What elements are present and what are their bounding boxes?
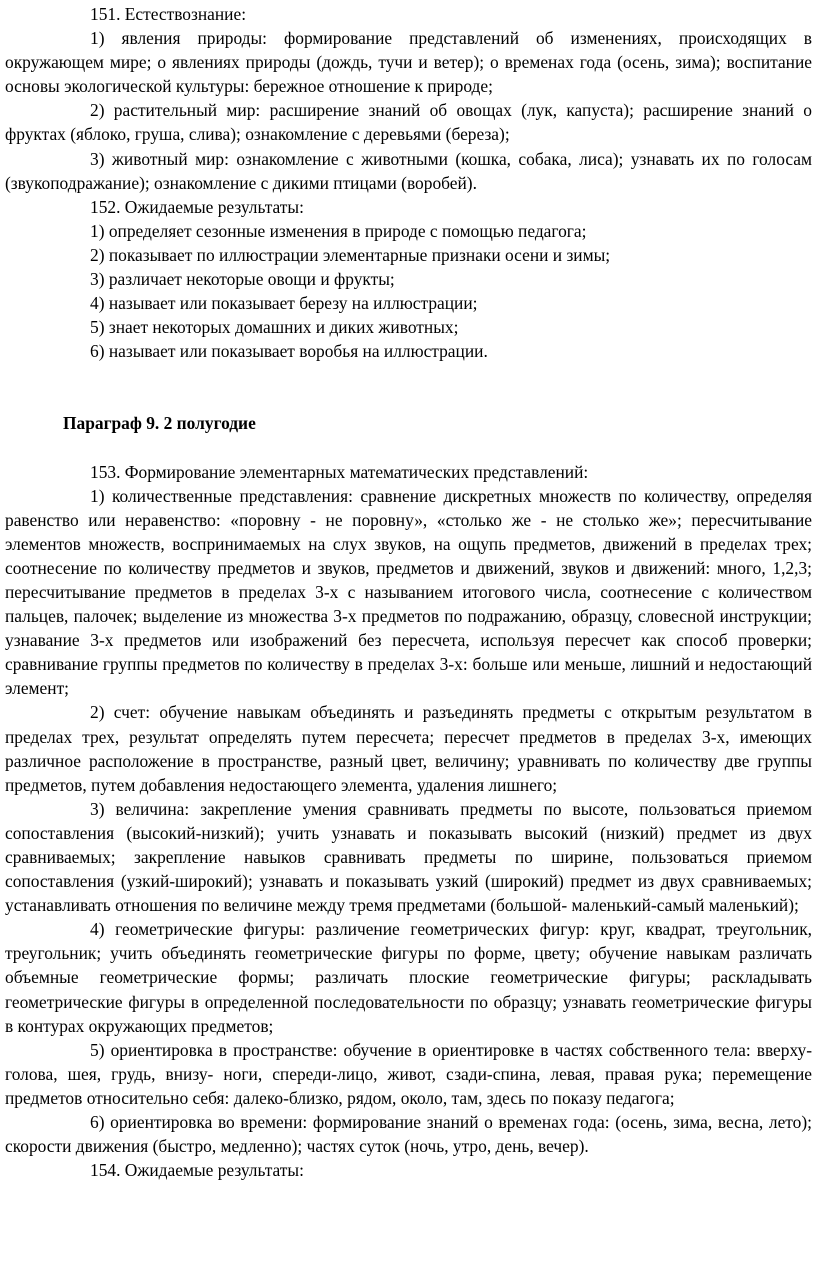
paragraph-153-title: 153. Формирование элементарных математических представлений:: [90, 461, 589, 482]
paragraph-151-item-1: 1) явления природы: формирование представлений об изменениях, происходящих в окружающем мире; о явлениях природы (дождь, тучи и ветер); о временах года (осень, зима); воспитание основы экологической культуры: бережное отношение к природе;: [5, 28, 812, 97]
paragraph-151-item-2: 2) растительный мир: расширение знаний об овощах (лук, капуста); расширение знаний о фруктах (яблоко, груша, слива); ознакомление с деревьями (береза);: [5, 100, 812, 145]
paragraph-153-item-6: 6) ориентировка во времени: формирование знаний о временах года: (осень, зима, весна, лето); скорости движения (быстро, медленно); частях суток (ночь, утро, день, вечер).: [5, 1112, 812, 1157]
paragraph-151-item-3: 3) животный мир: ознакомление с животными (кошка, собака, лиса); узнавать их по голосам (звукоподражание); ознакомление с дикими птицами (воробей).: [5, 148, 812, 193]
section-heading: Параграф 9. 2 полугодие: [63, 413, 256, 434]
spacer: [5, 436, 812, 460]
paragraph-152-title: 152. Ожидаемые результаты:: [90, 196, 304, 217]
paragraph-154-title: 154. Ожидаемые результаты:: [90, 1160, 304, 1181]
paragraph-152-item-6: 6) называет или показывает воробья на иллюстрации.: [90, 341, 488, 362]
paragraph-153-item-2: 2) счет: обучение навыкам объединять и разъединять предметы с открытым результатом в пределах трех, результат определять путем пересчета; пересчет предметов в пределах 3-х, имеющих различное расположение в пространстве, разный цвет, величину; уравнивать по количеству две группы предметов, путем добавления недостающего элемента, удаления лишнего;: [5, 702, 812, 795]
paragraph-152-item-5: 5) знает некоторых домашних и диких животных;: [90, 317, 459, 338]
paragraph-152-item-2: 2) показывает по иллюстрации элементарные признаки осени и зимы;: [90, 244, 611, 265]
paragraph-153-item-3: 3) величина: закрепление умения сравнивать предметы по высоте, пользоваться приемом сопоставления (высокий-низкий); учить узнавать и показывать высокий (низкий) предмет из двух сравниваемых; закрепление навыков сравнивать предметы по ширине, пользоваться приемом сопоставления (узкий-широкий); узнавать и показывать узкий (широкий) предмет из двух сравниваемых; устанавливать отношения по величине между тремя предметами (большой- маленький-самый маленький);: [5, 798, 812, 916]
paragraph-153-item-4: 4) геометрические фигуры: различение геометрических фигур: круг, квадрат, треугольник, треугольник; учить объединять геометрические фигуры по форме, цвету; обучение навыкам различать объемные геометрические формы; различать плоские геометрические фигуры; раскладывать геометрические фигуры в определенной последовательности по образцу; узнавать геометрические фигуры в контурах окружающих предметов;: [5, 919, 812, 1036]
paragraph-152-item-4: 4) называет или показывает березу на иллюстрации;: [90, 293, 478, 314]
paragraph-152-item-3: 3) различает некоторые овощи и фрукты;: [90, 269, 395, 290]
paragraph-151-title: 151. Естествознание:: [90, 4, 247, 24]
paragraph-153-item-5: 5) ориентировка в пространстве: обучение в ориентировке в частях собственного тела: вверху- голова, шея, грудь, внизу- ноги, спереди-лицо, живот, сзади-спина, левая, правая рука; перемещение предметов относительно себя: далеко-близко, рядом, около, там, здесь по показу педагога;: [5, 1039, 812, 1108]
paragraph-153-item-1: 1) количественные представления: сравнение дискретных множеств по количеству, определяя равенство или неравенство: «поровну - не поровну», «столько же - не столько же»; пересчитывание элементов множеств, воспринимаемых на слух звуков, на ощупь предметов, движений в пределах трех; соотнесение по количеству предметов и звуков, предметов и движений, звуков и движений: много, 1,2,3; пересчитывание предметов в пределах 3-х с называнием итогового числа, соотнесение с количеством пальцев, палочек; выделение из множества 3-х предметов по подражанию, образцу, словесной инструкции; узнавание 3-х предметов или изображений без пересчета, используя пересчет как способ проверки; сравнивание группы предметов по количеству в пределах 3-х: больше или меньше, лишний и недостающий элемент;: [5, 485, 812, 699]
paragraph-152-item-1: 1) определяет сезонные изменения в природе с помощью педагога;: [90, 220, 587, 241]
spacer: [5, 363, 812, 411]
